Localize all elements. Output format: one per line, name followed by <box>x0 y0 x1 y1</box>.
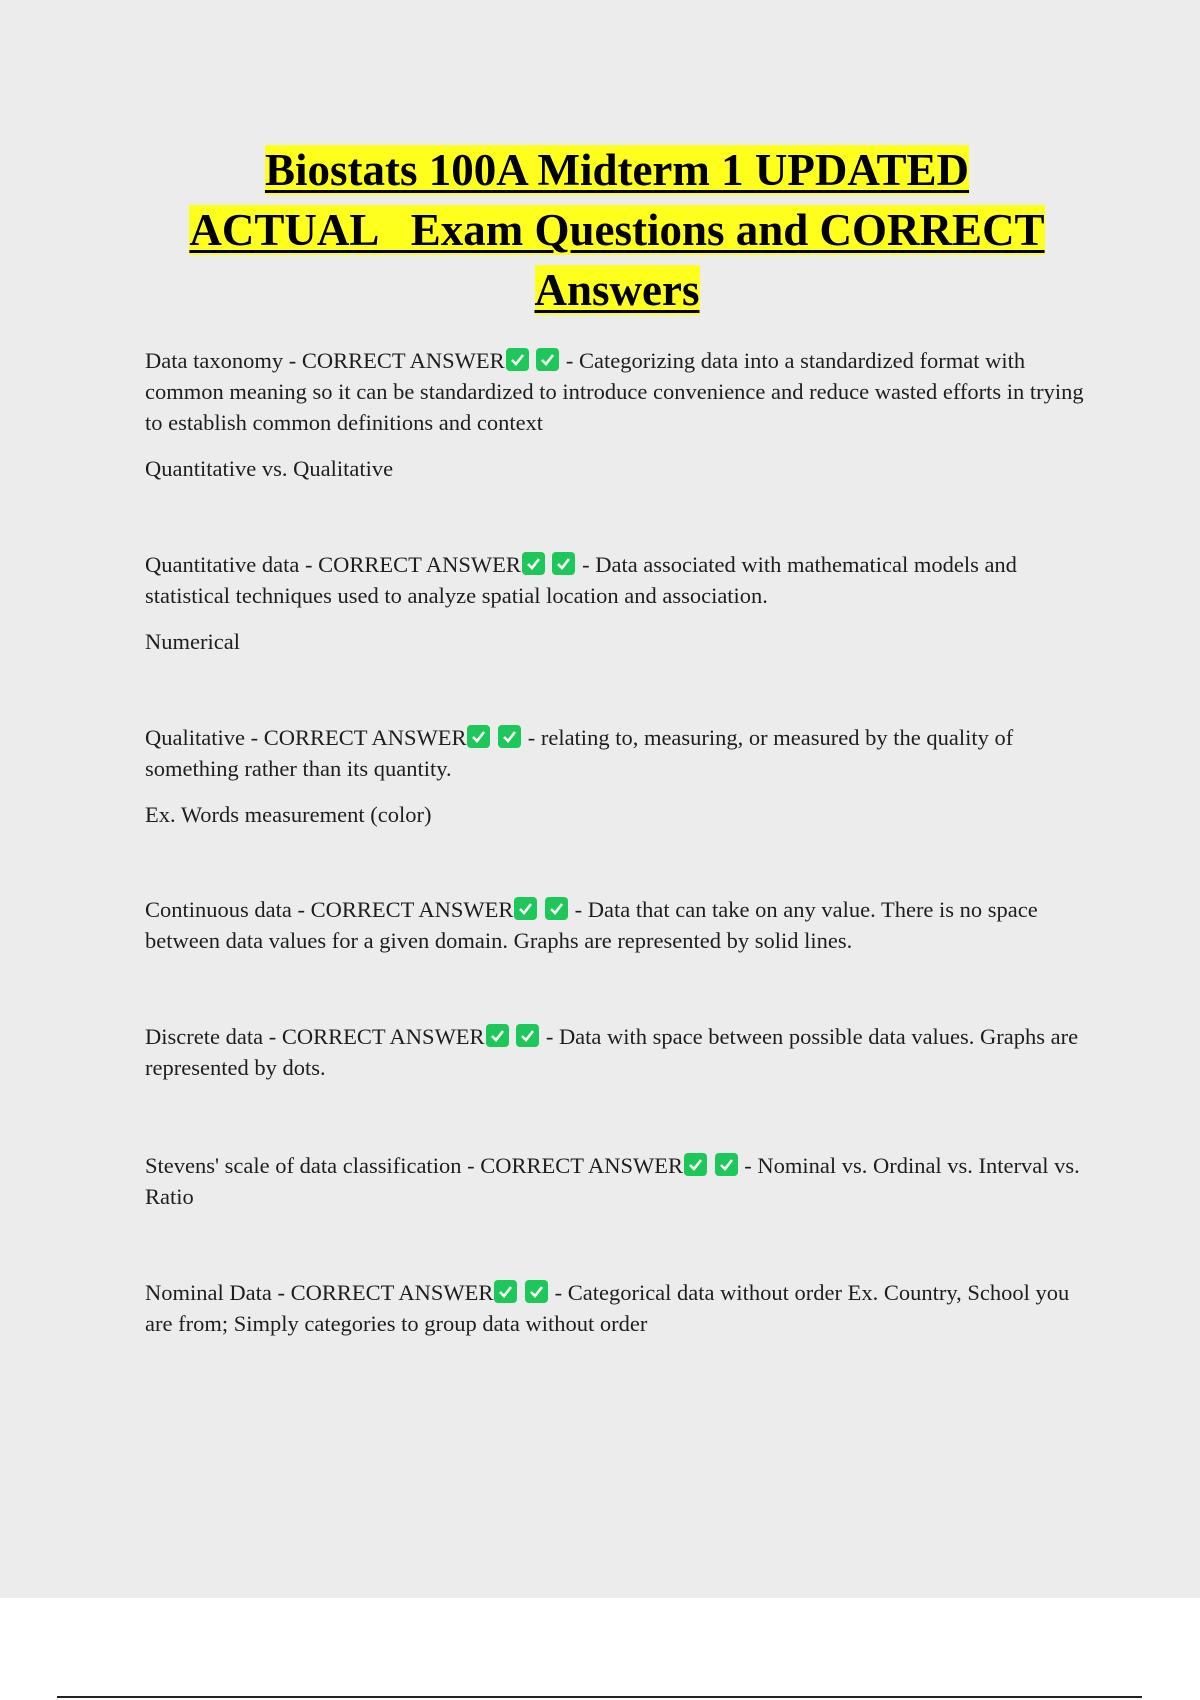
answer-label: CORRECT ANSWER <box>281 1024 485 1049</box>
qa-text: Continuous data - CORRECT ANSWER - Data that can take on any value. There is no space between data values for a given domain. Graphs are represented by solid lines. <box>145 897 1038 953</box>
check-mark-button-icon <box>715 1153 738 1176</box>
qa-entry <box>145 1150 1095 1212</box>
qa-text: Quantitative data - CORRECT ANSWER - Data associated with mathematical models and statistical techniques used to analyze spatial location and association. <box>145 552 1017 608</box>
extra-note: Ex. Words measurement (color) <box>145 802 432 827</box>
term: Qualitative <box>145 725 245 750</box>
check-mark-button-icon <box>467 725 490 748</box>
definition: Data associated with mathematical models and statistical techniques used to analyze spatial location and association. <box>145 552 1017 608</box>
qa-entry <box>145 345 1095 484</box>
definition: Data with space between possible data values. Graphs are represented by dots. <box>145 1024 1079 1080</box>
title-line: Biostats 100A Midterm 1 UPDATED <box>264 145 970 195</box>
qa-text: Data taxonomy - CORRECT ANSWER - Categorizing data into a standardized format with common meaning so it can be standardized to introduce convenience and reduce wasted efforts in trying to establish common definitions and context <box>145 348 1084 435</box>
qa-text: Qualitative - CORRECT ANSWER - relating to, measuring, or measured by the quality of something rather than its quantity. <box>145 725 1014 781</box>
title-line: ACTUAL Exam Questions and CORRECT <box>189 205 1045 255</box>
term: Continuous data <box>145 897 292 922</box>
qa-entry <box>145 894 1095 956</box>
extra-note: Numerical <box>145 629 240 654</box>
term: Stevens' scale of data classification <box>145 1153 462 1178</box>
answer-label: CORRECT ANSWER <box>301 348 505 373</box>
check-mark-button-icon <box>545 897 568 920</box>
check-mark-button-icon <box>494 1280 517 1303</box>
term: Discrete data <box>145 1024 264 1049</box>
extra-note: Quantitative vs. Qualitative <box>145 456 394 481</box>
answer-label: CORRECT ANSWER <box>480 1153 683 1178</box>
answer-label: CORRECT ANSWER <box>310 897 514 922</box>
check-mark-button-icon <box>486 1024 509 1047</box>
definition: Nominal vs. Ordinal vs. Interval vs. Ratio <box>145 1153 1080 1209</box>
definition: Categorical data without order Ex. Country, School you are from; Simply categories to group data without order <box>145 1280 1070 1336</box>
qa-entry <box>145 1021 1095 1083</box>
title-line: Answers <box>534 265 700 315</box>
check-mark-button-icon <box>522 552 545 575</box>
footer-divider <box>57 1696 1142 1698</box>
qa-text: Discrete data - CORRECT ANSWER - Data with space between possible data values. Graphs are represented by dots. <box>145 1024 1079 1080</box>
term: Quantitative data <box>145 552 300 577</box>
check-mark-button-icon <box>498 725 521 748</box>
definition: Categorizing data into a standardized format with common meaning so it can be standardized to introduce convenience and reduce wasted efforts in trying to establish common definitions and context <box>145 348 1084 435</box>
definition: relating to, measuring, or measured by the quality of something rather than its quantity. <box>145 725 1014 781</box>
check-mark-button-icon <box>516 1024 539 1047</box>
term: Data taxonomy <box>145 348 284 373</box>
check-mark-button-icon <box>552 552 575 575</box>
document-title <box>120 140 1114 320</box>
qa-entry <box>145 722 1095 830</box>
answer-label: CORRECT ANSWER <box>318 552 521 577</box>
check-mark-button-icon <box>525 1280 548 1303</box>
qa-entry <box>145 549 1095 657</box>
check-mark-button-icon <box>514 897 537 920</box>
term: Nominal Data <box>145 1280 272 1305</box>
qa-text: Stevens' scale of data classification - CORRECT ANSWER - Nominal vs. Ordinal vs. Interval vs. Ratio <box>145 1153 1080 1209</box>
definition: Data that can take on any value. There is no space between data values for a given domain. Graphs are represented by solid lines. <box>145 897 1038 953</box>
check-mark-button-icon <box>536 348 559 371</box>
check-mark-button-icon <box>506 348 529 371</box>
check-mark-button-icon <box>684 1153 707 1176</box>
qa-entry <box>145 1277 1095 1339</box>
answer-label: CORRECT ANSWER <box>263 725 467 750</box>
qa-text: Nominal Data - CORRECT ANSWER - Categorical data without order Ex. Country, School you are from; Simply categories to group data without order <box>145 1280 1070 1336</box>
answer-label: CORRECT ANSWER <box>290 1280 494 1305</box>
